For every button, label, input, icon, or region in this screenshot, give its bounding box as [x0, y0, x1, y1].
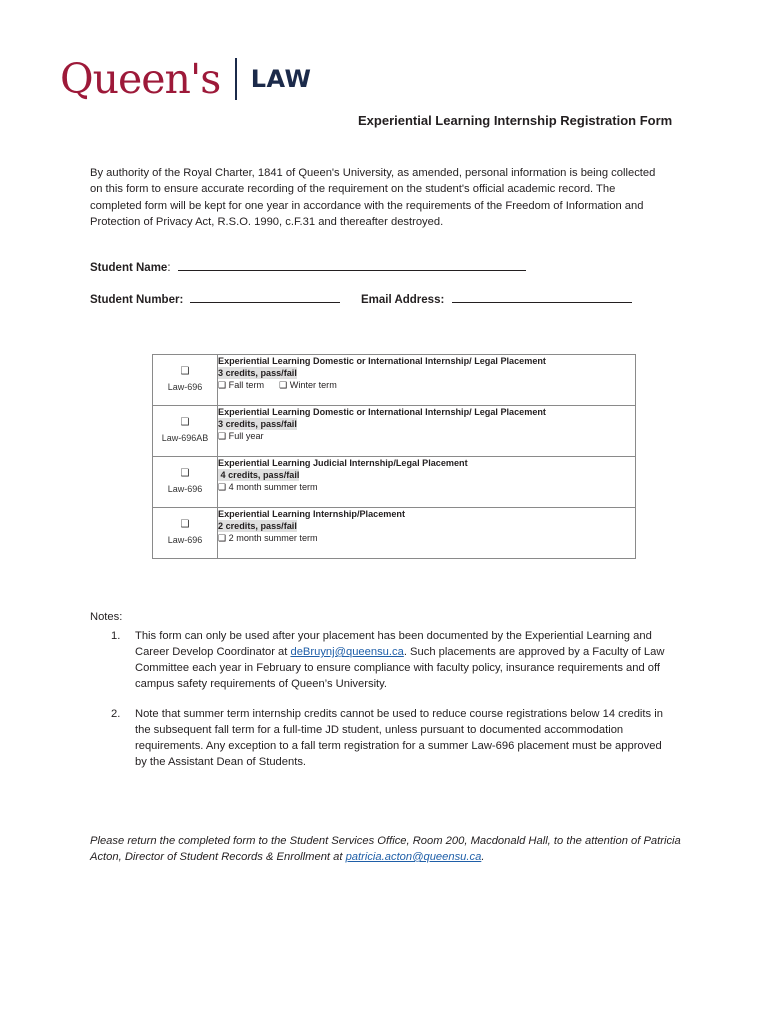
footer-text: Acton, Director of Student Records & Enrollment at	[90, 851, 346, 863]
course-row	[153, 508, 636, 559]
term-option-checkbox[interactable]: ❑ Fall term	[218, 380, 265, 391]
note-item	[90, 628, 710, 692]
course-credits: 2 credits, pass/fail	[218, 521, 297, 532]
student-name-field[interactable]	[178, 259, 526, 271]
course-title: Experiential Learning Domestic or International Internship/ Legal Placement	[218, 407, 546, 417]
notes-heading: Notes:	[90, 611, 123, 623]
course-credits: 4 credits, pass/fail	[218, 470, 300, 481]
course-description-cell	[218, 457, 636, 508]
term-option-checkbox[interactable]: ❑ 4 month summer term	[218, 482, 318, 493]
footer-line: Please return the completed form to the Student Services Office, Room 200, Macdonald Hall, to the attention of Patricia	[90, 835, 681, 847]
course-row	[153, 355, 636, 406]
note-item	[90, 706, 710, 770]
footer-line	[90, 849, 730, 865]
course-code: Law-696	[167, 535, 203, 545]
return-instructions	[90, 833, 730, 865]
course-credits: 3 credits, pass/fail	[218, 368, 297, 379]
course-title: Experiential Learning Judicial Internship/Legal Placement	[218, 458, 468, 468]
term-options	[218, 379, 635, 391]
student-number-label: Student Number:	[90, 294, 184, 306]
note-line	[135, 644, 710, 660]
notes-list	[90, 628, 710, 784]
term-option-checkbox[interactable]: ❑ Winter term	[279, 380, 337, 391]
course-description-cell	[218, 355, 636, 406]
note-line: Committee each year in February to ensure compliance with faculty policy, insurance requirements and off	[135, 662, 661, 674]
note-line: This form can only be used after your placement has been documented by the Experiential Learning and	[135, 630, 652, 642]
term-option-checkbox[interactable]: ❑ Full year	[218, 431, 264, 442]
term-option-checkbox[interactable]: ❑ 2 month summer term	[218, 533, 318, 544]
course-checkbox[interactable]: ❑	[180, 519, 190, 530]
course-title: Experiential Learning Internship/Placement	[218, 509, 405, 519]
course-code: Law-696AB	[161, 433, 209, 443]
course-code-cell	[153, 457, 218, 508]
logo-unit: LAW	[250, 65, 312, 93]
note-line: requirements. Any exception to a fall term registration for a summer Law-696 placement must be approved	[135, 740, 662, 752]
email-label: Email Address:	[361, 294, 445, 306]
note-text: Career Develop Coordinator at	[135, 646, 291, 658]
course-description-cell	[218, 508, 636, 559]
course-row	[153, 406, 636, 457]
course-code-cell	[153, 406, 218, 457]
intro-line: By authority of the Royal Charter, 1841 of Queen's University, as amended, personal information is being collected	[90, 167, 656, 179]
course-checkbox[interactable]: ❑	[180, 366, 190, 377]
course-code: Law-696	[167, 382, 203, 392]
form-title: Experiential Learning Internship Registration Form	[358, 113, 673, 128]
course-checkbox[interactable]: ❑	[180, 417, 190, 428]
note-line: by the Assistant Dean of Students.	[135, 756, 307, 768]
intro-line: Protection of Privacy Act, R.S.O. 1990, c.F.31 and thereafter destroyed.	[90, 216, 444, 229]
course-code-cell	[153, 508, 218, 559]
student-name-label: Student Name	[90, 262, 168, 274]
intro-line: completed form will be kept for one year in accordance with the requirements of the Freedom of Information and	[90, 199, 644, 212]
email-row	[361, 291, 632, 306]
course-code: Law-696	[167, 484, 203, 494]
records-email-link[interactable]: patricia.acton@queensu.ca	[345, 851, 482, 863]
email-field[interactable]	[452, 291, 632, 303]
course-selection-table	[152, 354, 636, 559]
note-line: Note that summer term internship credits cannot be used to reduce course registrations below 14 credits in	[135, 708, 663, 720]
intro-line: on this form to ensure accurate recording of the requirement on the student's official academic record. The	[90, 183, 616, 196]
note-number: 2.	[111, 708, 121, 720]
queens-law-logo	[60, 55, 312, 103]
student-number-row	[90, 291, 340, 306]
course-title: Experiential Learning Domestic or International Internship/ Legal Placement	[218, 356, 546, 366]
course-credits: 3 credits, pass/fail	[218, 419, 297, 430]
logo-wordmark: Queen's	[60, 54, 221, 103]
course-code-cell	[153, 355, 218, 406]
student-name-row: Student Name:	[90, 259, 526, 274]
coordinator-email-link[interactable]: deBruynj@queensu.ca	[290, 646, 404, 658]
privacy-statement	[90, 165, 690, 231]
course-checkbox[interactable]: ❑	[180, 468, 190, 479]
note-line: the subsequent fall term for a full-time JD student, unless pursuant to documented accommodation	[135, 724, 624, 736]
note-text: . Such placements are approved by a Faculty of Law	[403, 646, 665, 658]
logo-divider	[235, 58, 237, 100]
footer-text: .	[481, 851, 485, 863]
note-number: 1.	[111, 630, 121, 642]
student-number-field[interactable]	[190, 291, 340, 303]
course-description-cell	[218, 406, 636, 457]
note-line: campus safety requirements of Queen’s University.	[135, 678, 388, 690]
course-row	[153, 457, 636, 508]
